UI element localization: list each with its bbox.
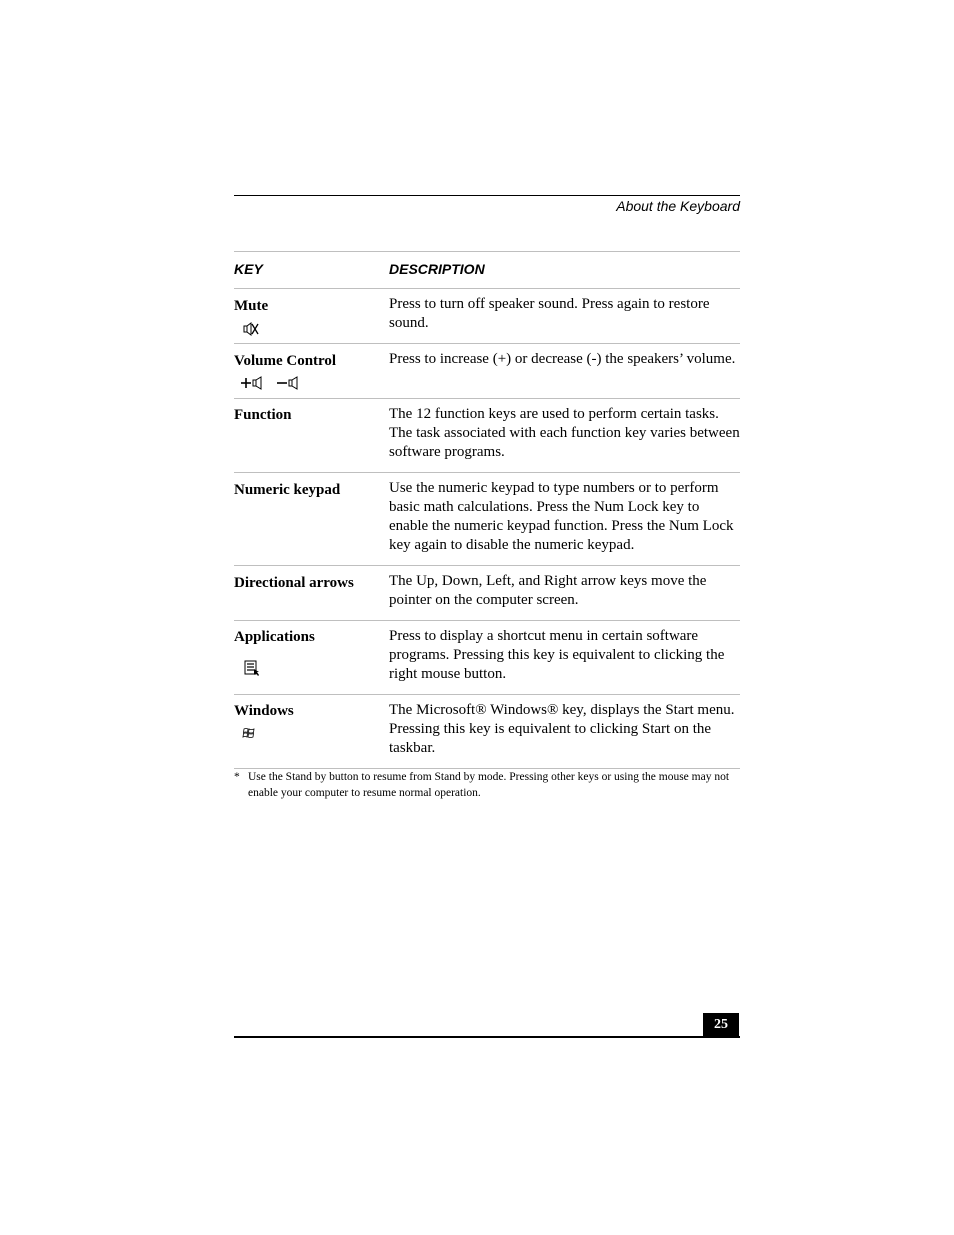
table-row xyxy=(234,398,740,472)
key-name: Volume Control xyxy=(234,353,337,369)
windows-logo-icon xyxy=(242,727,256,739)
key-description: The Up, Down, Left, and Right arrow keys move the pointer on the computer screen. xyxy=(389,573,707,608)
table-row xyxy=(234,288,740,343)
column-header-description: DESCRIPTION xyxy=(389,261,485,277)
key-description: The Microsoft® Windows® key, displays the Start menu. Pressing this key is equivalent to clicking Start on the taskbar. xyxy=(389,702,735,756)
key-description: Press to increase (+) or decrease (-) the speakers’ volume. xyxy=(389,351,736,367)
applications-menu-icon xyxy=(244,660,260,676)
table-row xyxy=(234,472,740,565)
key-icons xyxy=(240,375,302,391)
key-icons xyxy=(244,660,260,676)
table-row xyxy=(234,565,740,620)
key-icons xyxy=(242,727,256,739)
footer-rule xyxy=(234,1036,740,1038)
column-header-key: KEY xyxy=(234,261,263,277)
key-description: Press to display a shortcut menu in certain software programs. Pressing this key is equivalent to clicking the right mouse button. xyxy=(389,628,725,682)
table-row xyxy=(234,694,740,768)
mute-speaker-icon xyxy=(242,321,260,337)
key-description: The 12 function keys are used to perform certain tasks. The task associated with each function key varies between software programs. xyxy=(389,406,740,460)
volume-up-icon xyxy=(240,375,266,391)
key-name: Windows xyxy=(234,703,294,719)
header-rule xyxy=(234,195,740,196)
key-name: Directional arrows xyxy=(234,575,354,591)
key-name: Numeric keypad xyxy=(234,482,341,498)
key-name: Mute xyxy=(234,298,269,314)
footnote-mark: * xyxy=(234,771,240,783)
footnote-text: Use the Stand by button to resume from Stand by mode. Pressing other keys or using the mouse may not enable your computer to resume normal operation. xyxy=(248,771,730,799)
key-description: Press to turn off speaker sound. Press again to restore sound. xyxy=(389,296,710,331)
key-description: Use the numeric keypad to type numbers or to perform basic math calculations. Press the Num Lock key to enable the numeric keypad function. Press the Num Lock key again to disable the numeric keypad. xyxy=(389,480,734,553)
keyboard-keys-table xyxy=(234,251,740,769)
running-header: About the Keyboard xyxy=(616,198,740,214)
page-number: 25 xyxy=(703,1013,739,1036)
table-row xyxy=(234,620,740,694)
volume-down-icon xyxy=(276,375,302,391)
key-icons xyxy=(242,321,260,337)
footnote xyxy=(234,769,740,801)
table-row xyxy=(234,343,740,398)
table-header-row xyxy=(234,251,740,288)
key-name: Function xyxy=(234,407,292,423)
key-name: Applications xyxy=(234,629,315,645)
